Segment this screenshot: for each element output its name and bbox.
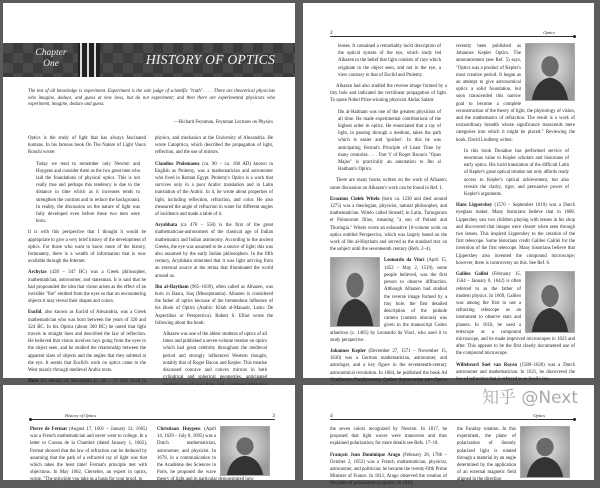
paragraph <box>28 229 146 265</box>
paragraph-lead-name: Claudius Ptolemaeus <box>155 161 200 167</box>
chapter-title: HISTORY OF OPTICS <box>145 52 275 67</box>
paragraph-text: (1580–1626) was a Dutch astronomer and mathematician. In 1621, he discovered the law of refraction that is referred to as Snell's law. <box>456 362 575 382</box>
chapter-number: One <box>43 59 59 69</box>
paragraph-text: (April 14, 1629 – July 8, 1695) was a Dutch mathematician, astronomer, and physicist. In 1678, in a communication to the Académie des Sciences in Paris, he proposed the wave theory of light and in particular demonstrated how <box>157 427 254 483</box>
running-header <box>330 30 575 37</box>
chapter-word: Chapter <box>35 48 67 58</box>
paragraph-text: (August 17, 1601 – January 12, 1665) was a French mathematician and never went to college. In a letter to Cureau de la Chambre (dated January 1, 1662), Fermat showed that the law of refraction can be deduced by assuming that the path of a refracted ray of light was that which takes the least time! Fermat's principle met with objections. In May 1662, Clerselier, an expert in optics, wrote, "The principle you take as a basis for your proof, to <box>30 427 147 483</box>
paragraph-text: (965–1039), often called as Alhazen, was born in Basra, Iraq (Mesopotamia). Alhazen is considered the father of optics because of the tremendous influence of his Book of Optics (Arabic: Kitab al-Manazir, Latin: De Aspectibus or Perspectiva). Robert S. Elliot wrote the following about the book: <box>155 284 273 326</box>
huygens-portrait <box>220 426 270 476</box>
paragraph-text: (ca. 90 – ca. 168 AD) known in English as Ptolemy, was a mathematician and astronomer who lived in Roman Egypt. Ptolemy's Optics is a work that survives only in a poor Arabic translation and in Latin translation of the Arabic. In it, he wrote about properties of light, including reflection, refraction, and color. He also measured the angle of refraction in water for different angles of incidence and made a table of it. <box>155 161 274 218</box>
running-header <box>30 413 275 420</box>
paragraph-lead-name: Hans Lippershey <box>456 203 493 209</box>
header-dot <box>29 418 32 421</box>
epigraph: The test of all knowledge is experiment. Experiment is the sole judge of scientific "truth". . . . There are theoretical physicists who imagine, deduce, and guess at new laws, but do not experiment; and then there are experimental physicists who experiment, imagine, deduce and guess. <box>28 89 275 108</box>
paragraph-text: Alhazen was one of the ablest students of optics of all times and published a seven-volume treatise on optics which had great celebrity throughout the medieval period and strongly influenced Western thought, notably that of Roger Bacon and Kepler. This treatise discussed concave and convex mirrors in both cylindrical and spherical geometries, anticipated <box>163 332 267 381</box>
paragraph <box>330 196 447 254</box>
paragraph-lead-name: Erazmus Ciołek Witelo <box>330 196 380 202</box>
paragraph-text: There are many books written on the work of Alhazen; some discussion on Alhazen's work can be found in Ref. 1. <box>330 178 447 191</box>
running-head: Optics <box>533 413 545 418</box>
paragraph <box>155 135 273 157</box>
banner-stripes <box>78 43 100 77</box>
paragraph <box>338 109 441 174</box>
paragraph <box>155 222 273 280</box>
text-column-right <box>155 135 274 381</box>
paragraph-text: the Faraday rotation. In this experiment, the plane of polarization of linearly polarized light is rotated through a material by an angle determined by the application of an external magnetic field aligned in the direction <box>457 427 516 483</box>
paragraph <box>155 161 273 219</box>
paragraph-lead-name: Archytas <box>28 270 47 276</box>
paragraph-text: (or Heron) of Alexandria (c. 10 – 70 AD) lived in <box>40 379 146 385</box>
text-column-left <box>330 43 447 383</box>
epigraph-attribution: —Richard Feynman, Feynman Lectures on Physics <box>174 120 273 125</box>
paragraph-text: Optics is the study of light that has always fascinated humans. In his famous book On The Nature of Light Vasco Ronchi wrote: <box>28 136 146 156</box>
paragraph <box>456 202 575 267</box>
running-head: History of Optics <box>65 413 96 418</box>
paragraph <box>36 161 140 226</box>
page-2 <box>303 3 594 383</box>
paragraph-lead-name: Hero <box>28 379 39 385</box>
text-column-left <box>30 426 147 486</box>
header-dot <box>573 35 576 38</box>
page-1 <box>3 3 295 385</box>
paragraph <box>330 426 447 448</box>
paragraph <box>30 426 147 484</box>
paragraph-text: physics, and mechanics at the University of Alexandria. He wrote Catoptrica, which described the propagation of light, reflection, and the use of mirrors. <box>155 136 273 156</box>
paragraph-text: the seven colors recognized by Newton. In 1817, he proposed that light waves were transverse and thus explained polarization; for more details see Refs. 17–18. <box>330 427 447 447</box>
paragraph-text: In this book Donahue has performed service of enormous value to Kepler scholars and historians of early optics. His lucid translation of the difficult Latin of Kepler's great optical treatise not only affords ready access to Kepler's optical achievement, but also reveals the clarity, rigor, and persuasive power of Kepler's arguments. <box>464 148 569 198</box>
page-number: 4 <box>330 413 333 419</box>
paragraph-lead-name: Johannes Kepler <box>330 348 366 354</box>
paragraph-lead-name: François Jean Dominique Arago <box>330 452 401 458</box>
text-column-right <box>456 43 575 382</box>
page-3 <box>3 385 295 483</box>
text-column-right <box>457 426 570 486</box>
paragraph-lead-name: Willebrord Snel van Royen <box>456 362 517 368</box>
paragraph-text: Alhazen had also studied the reverse image formed by a tiny hole and indicated the rectilinear propagation of light. To quote Nobel Prize-winning physicist Abdus Salam: <box>330 84 447 104</box>
header-dot <box>573 418 576 421</box>
running-head: Optics <box>543 30 555 35</box>
running-header <box>330 413 575 420</box>
paragraph <box>330 452 447 488</box>
paragraph <box>456 362 575 384</box>
text-column-right <box>157 426 270 486</box>
text-column-left <box>330 426 447 486</box>
text-column-left <box>28 135 146 385</box>
paragraph-text: (born ca. 1230 and died around 1275) was a theologian, physicist, natural philosopher, and mathematician. Witelo called himself, in Latin, Turingorum et Polonorum filius, meaning "a son of Poland and Thuringia." Witelo wrote an exhaustive 10-volume work on optics entitled Perspectiva, which was largely based on the work of Ibn al-Haytham and served as the standard text on the subject until the seventeenth century (Refs. 2–4). <box>330 196 447 253</box>
paragraph-lead-name: Pierre de Fermat <box>30 427 67 432</box>
paragraph-text: Ibn al-Haitham was one of the greatest physicists of all time. He made experimental contributions of the highest order in optics. He enunciated that a ray of light, in passing through a medium, takes the path which is easier and 'quicker'. In this he was anticipating Fermat's Principle of Least Time by many centuries. . . . Part V of Roger Bacon's "Opus Majus" is practically an annotation to Ibn al Haitham's Optics. <box>338 109 441 173</box>
paragraph-text: (ca 476 – 550) is the first of the great mathematician-astronomers of the classical age of Indian mathematics and Indian astronomy. According to the ancient Greeks, the eye was assumed to be a source of light; this was also assumed by the early Indian philosophers. In the fifth century, Aryabhata reiterated that it was light arriving from an external source at the retina that illuminated the world around us. <box>155 223 273 279</box>
paragraph-text: (December 27, 1571 – November 15, 1630) was a German mathematician, astronomer, and astrologer, and a key figure in the seventeenth-century astronomical revolution. In 1604, he published the book Ad Vitellionem Paralipomena, Quibus Astronomiae pars Optica <box>330 348 447 383</box>
paragraph-text: (February 15, 1564 – January 8, 1642) is often referred to as the father of modern physics. In 1609, Galileo was among the first to use a refracting telescope as an instrument to observe stars and planets. In 1610, he used a telescope as a compound microscope, and he made improved microscopes in 1623 and after. This appears to be the first clearly documented use of the compound microscope. <box>456 272 575 357</box>
page-number: 3 <box>272 413 275 419</box>
paragraph-lead-name: Christiaan Huygens <box>157 427 201 432</box>
paragraph <box>28 135 146 157</box>
paragraph-text: , also known as Euclid of Alexandria, was a Greek mathematician who was born between the years of 320 and 324 BC. In his Optica (about 300 BC) he noted that light travels in straight lines and described the law of reflection. He believed that vision involves rays going from the eyes to the object seen, and he studied the relationship between the apparent sizes of objects and the angles that they subtend at the eye. It seems that Euclid's work on optics came to the West mainly through medieval Arabic texts. <box>28 310 146 374</box>
paragraph <box>28 309 146 374</box>
paragraph-text: (April 15, 1452 – May 2, 1519), some people believed, was the first person to observe diffraction. Although Alhazen had studied the reverse image formed by a tiny hole, the first detailed description of the pinhole camera (camera obscura) was given in the manuscript Codex atlanticus (c. 1485) by Leonardo da Vinci, who used it to study perspective. <box>330 258 447 343</box>
paragraph <box>330 83 447 105</box>
paragraph-lead-name: Ibn al-Haytham <box>155 284 189 290</box>
chapter-banner <box>3 43 295 77</box>
paragraph <box>338 43 441 79</box>
chapter-label <box>29 48 73 70</box>
paragraph-lead-name: Euclid <box>28 310 42 316</box>
paragraph-lead-name: Aryabhata <box>155 223 178 229</box>
page-number: 2 <box>330 30 333 36</box>
paragraph <box>464 148 569 198</box>
paragraph-lead-name: Leonardo da Vinci <box>384 258 425 264</box>
watermark: 知乎 @Next <box>481 388 578 408</box>
paragraph <box>28 269 146 305</box>
paragraph-lead-name: Galileo Galilei <box>456 272 489 278</box>
galileo-portrait <box>525 271 575 333</box>
paragraph-text: lenses. It contained a remarkably lucid description of the optical system of the eye, which study led Alhazen to the belief that light consists of rays which originate in the object seen, and not in the eye, a view contrary to that of Euclid and Ptolemy. <box>338 44 441 78</box>
paragraph-text: (428 – 347 BC) was a Greek philosopher, mathematician, astronomer, and statesman. It is said that he had propounded the idea that vision arises as the effect of an invisible "fire" emitted from the eyes so that on encountering objects it may reveal their shapes and colors. <box>28 270 146 305</box>
faraday-portrait <box>520 426 570 478</box>
paragraph-text: recently been published as Johannes Kepler Optics. The announcement (see Ref. 5) says, "Optics was a product of Kepler's most creative period. It began as an attempt to give astronomical optics a solid foundation, but soon transcended this narrow goal to become a complete reconstruction of the theory of light, the physiology of vision, and the mathematics of refraction. The result is a work of extraordinary breadth whose significance transcends mere categories into which it might be placed." Reviewing the book, David Lindberg writes: <box>456 44 575 143</box>
paragraph <box>330 177 447 191</box>
paragraph-text: It is with this perspective that I thought it would be appropriate to give a very brief history of the development of optics. For those who want to know more of the history, fortunately, there is a wealth of information that is now available through the Internet. <box>28 230 146 265</box>
paragraph-text: (February 26, 1786 – October 2, 1853) was a French mathematician, physicist, astronomer, and politician; he became the twenty-fifth Prime Minister of France. In 1811, Arago observed the rotation of the plane of polarization in quartz. In 1818, <box>330 452 447 487</box>
paragraph-text: Today we tend to remember only Newton and Huygens and consider them as the two great men who laid the foundations of physical optics. This is not really true and perhaps this tendency is due to the distance in time which as it increases tends to strengthen the contrast and to reduce the background. In reality, the discussion on the nature of light was fully developed even before these two men were born. <box>36 161 140 225</box>
paragraph-text: (1570 – September 1619) was a Dutch eyeglass maker. Many historians believe that in 1608, Lippershey saw two children playing with lenses in his shop and discovered that images were clearer when seen through two lenses. This inspired Lippershey to the creation of the first telescope. Some historians credit Galileo Galilei for the invention of the first telescope. Many historians believe that Lippershey also invented the compound microscope; however, there is controversy on this. See Ref. 6. <box>456 203 575 266</box>
leonardo-portrait <box>330 257 380 327</box>
paragraph <box>155 284 273 327</box>
kepler-portrait <box>525 43 575 101</box>
